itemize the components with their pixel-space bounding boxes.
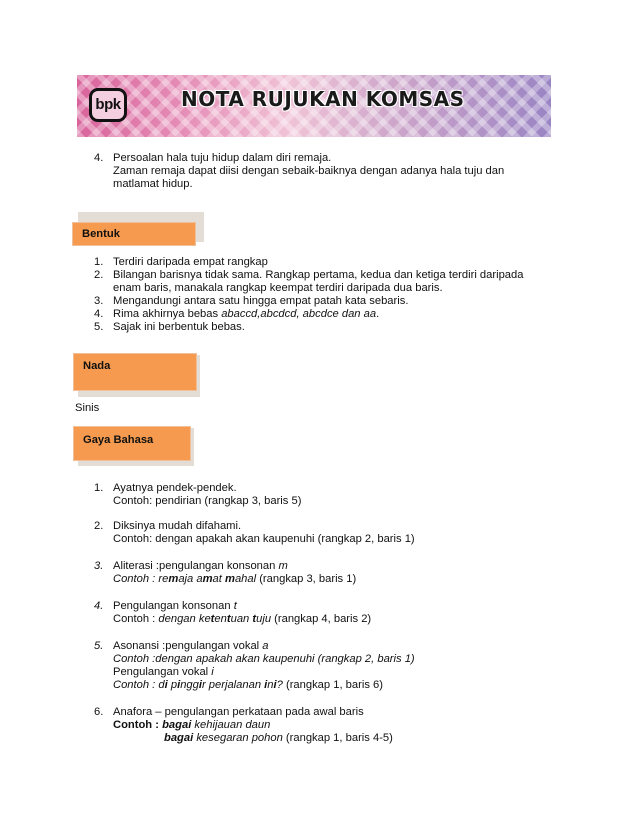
gaya-bahasa-heading: Gaya Bahasa — [73, 426, 191, 461]
nada-value: Sinis — [75, 402, 100, 414]
bpk-logo: bpk — [89, 88, 127, 122]
bentuk-heading: Bentuk — [72, 222, 196, 246]
banner-title: NOTA RUJUKAN KOMSAS — [181, 87, 465, 111]
bentuk-rima-line: Rima akhirnya bebas abaccd,abcdcd, abcdce dan aa. — [113, 308, 380, 320]
nada-heading: Nada — [73, 353, 197, 391]
header-banner — [77, 75, 551, 137]
